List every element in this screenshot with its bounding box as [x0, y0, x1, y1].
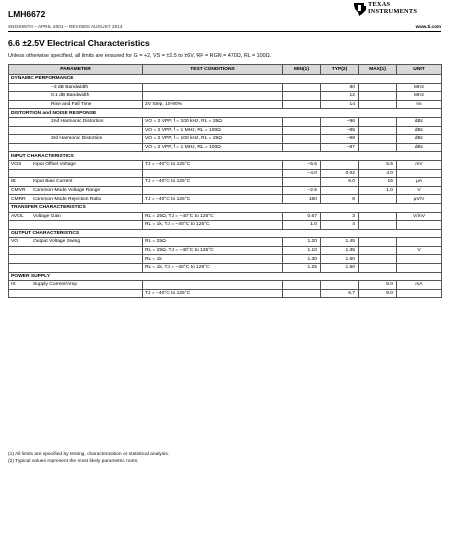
column-header: PARAMETER	[9, 65, 143, 75]
max-cell: 1.0	[359, 186, 397, 195]
section-row	[9, 203, 442, 212]
max-cell	[359, 195, 397, 204]
min-cell: 1.30	[283, 255, 321, 264]
test-condition-cell: TJ = −40°C to 125°C	[143, 178, 283, 187]
typ-cell: 1.60	[321, 255, 359, 264]
parameter-cell	[9, 246, 143, 255]
parameter-cell	[9, 212, 143, 221]
table-row	[9, 135, 442, 144]
parameter-name: 0.1 dB Bandwidth	[51, 93, 90, 99]
unit-cell	[397, 221, 442, 230]
section-intro: Unless otherwise specified, all limits are ensured for G = +2, VS = ±2.5 to ±6V, RF = RGN = 470Ω, RL = 100Ω.	[8, 53, 272, 59]
column-header: TEST CONDITIONS	[143, 65, 283, 75]
typ-cell: 8	[321, 195, 359, 204]
test-condition-cell	[143, 83, 283, 92]
typ-cell: 12	[321, 92, 359, 101]
unit-cell: MHz	[397, 83, 442, 92]
parameter-cell	[9, 143, 143, 152]
max-cell	[359, 135, 397, 144]
max-cell	[359, 126, 397, 135]
test-condition-cell: VO = 2 VPP, f = 100 kHz, RL = 25Ω	[143, 117, 283, 126]
document-reference: SNOS957H – APRIL 2001 – REVISED AUGUST 2014	[8, 24, 123, 29]
section-label: INPUT CHARACTERISTICS	[9, 152, 442, 161]
parameter-cell	[9, 117, 143, 126]
min-cell: 0.67	[283, 212, 321, 221]
section-row	[9, 152, 442, 161]
max-cell	[359, 92, 397, 101]
min-cell	[283, 289, 321, 298]
unit-cell	[397, 238, 442, 247]
max-cell	[359, 221, 397, 230]
min-cell	[283, 135, 321, 144]
max-cell	[359, 212, 397, 221]
section-row	[9, 109, 442, 118]
typ-cell: −98	[321, 135, 359, 144]
table-row	[9, 143, 442, 152]
max-cell: 8.0	[359, 281, 397, 290]
parameter-cell	[9, 186, 143, 195]
unit-cell: mA	[397, 281, 442, 290]
parameter-symbol: IB	[11, 179, 16, 185]
parameter-cell	[9, 281, 143, 290]
column-header: MIN(1)	[283, 65, 321, 75]
min-cell	[283, 143, 321, 152]
unit-cell: dBc	[397, 126, 442, 135]
typ-cell: 14	[321, 100, 359, 109]
typ-cell: −85	[321, 126, 359, 135]
max-cell	[359, 100, 397, 109]
max-cell: 9.0	[359, 289, 397, 298]
section-label: DISTORTION and NOISE RESPONSE	[9, 109, 442, 118]
parameter-cell	[9, 264, 143, 273]
unit-cell: μA	[397, 178, 442, 187]
typ-cell: 1.35	[321, 246, 359, 255]
typ-cell: 3	[321, 212, 359, 221]
min-cell	[283, 92, 321, 101]
table-row	[9, 281, 442, 290]
min-cell	[283, 178, 321, 187]
parameter-cell	[9, 289, 143, 298]
test-condition-cell	[143, 169, 283, 178]
max-cell: 4.0	[359, 169, 397, 178]
table-row	[9, 126, 442, 135]
table-row	[9, 92, 442, 101]
parameter-cell	[9, 221, 143, 230]
brand-line-1: TEXAS	[368, 1, 391, 8]
table-row	[9, 160, 442, 169]
test-condition-cell: TJ = −40°C to 125°C	[143, 195, 283, 204]
typ-cell: −96	[321, 117, 359, 126]
parameter-symbol: CMRR	[11, 196, 26, 202]
min-cell	[283, 117, 321, 126]
unit-cell: V	[397, 186, 442, 195]
parameter-name	[33, 145, 51, 150]
min-cell: 1.0	[283, 221, 321, 230]
parameter-name: Common-Mode Rejection Ratio	[33, 196, 102, 202]
max-cell	[359, 117, 397, 126]
brand-name	[368, 1, 417, 16]
min-cell: −2.5	[283, 186, 321, 195]
column-header: UNIT	[397, 65, 442, 75]
table-row	[9, 238, 442, 247]
parameter-name	[33, 128, 51, 133]
min-cell: −4.0	[283, 169, 321, 178]
max-cell	[359, 255, 397, 264]
parameter-cell	[9, 92, 143, 101]
test-condition-cell: RL = 1k, TJ = −40°C to 125°C	[143, 264, 283, 273]
table-row	[9, 195, 442, 204]
table-row	[9, 100, 442, 109]
table-row	[9, 289, 442, 298]
typ-cell	[321, 281, 359, 290]
typ-cell: 1.50	[321, 264, 359, 273]
unit-cell	[397, 264, 442, 273]
min-cell: 1.10	[283, 246, 321, 255]
max-cell	[359, 264, 397, 273]
test-condition-cell: RL = 25Ω	[143, 238, 283, 247]
test-condition-cell: RL = 1k, TJ = −40°C to 125°C	[143, 221, 283, 230]
typ-cell: 8.0	[321, 178, 359, 187]
parameter-name: Voltage Gain	[33, 213, 62, 219]
typ-cell: 0.02	[321, 169, 359, 178]
test-condition-cell: TJ = −40°C to 125°C	[143, 160, 283, 169]
table-row	[9, 186, 442, 195]
min-cell: 150	[283, 195, 321, 204]
test-condition-cell	[143, 186, 283, 195]
section-row	[9, 229, 442, 238]
parameter-cell	[9, 126, 143, 135]
unit-cell: MHz	[397, 92, 442, 101]
table-row	[9, 255, 442, 264]
footnotes	[8, 452, 169, 465]
brand-line-2: INSTRUMENTS	[368, 8, 418, 16]
max-cell: 5.5	[359, 160, 397, 169]
min-cell	[283, 100, 321, 109]
parameter-symbol: IS	[11, 282, 16, 288]
max-cell	[359, 246, 397, 255]
parameter-name: −3 dB Bandwidth	[51, 84, 89, 90]
parameter-symbol: AVOL	[11, 213, 24, 219]
section-row	[9, 272, 442, 281]
test-condition-cell: RL = 25Ω, TJ = −40°C to 125°C	[143, 246, 283, 255]
typ-cell: −87	[321, 143, 359, 152]
max-cell	[359, 238, 397, 247]
unit-cell: V	[397, 246, 442, 255]
parameter-name: 3rd Harmonic Distortion	[51, 136, 103, 142]
min-cell: −5.5	[283, 160, 321, 169]
test-condition-cell: RL = 25Ω, TJ = −40°C to 125°C	[143, 212, 283, 221]
min-cell	[283, 281, 321, 290]
unit-cell: mV	[397, 160, 442, 169]
parameter-name: Input Offset Voltage	[33, 162, 76, 168]
table-row	[9, 212, 442, 221]
typ-cell: 4	[321, 221, 359, 230]
unit-cell: dBc	[397, 135, 442, 144]
table-row	[9, 178, 442, 187]
typ-cell: 80	[321, 83, 359, 92]
parameter-name: Common-Mode Voltage Range	[33, 187, 101, 193]
unit-cell: ns	[397, 100, 442, 109]
typ-cell: 1.45	[321, 238, 359, 247]
test-condition-cell: RL = 1k	[143, 255, 283, 264]
max-cell	[359, 83, 397, 92]
parameter-name: Output Voltage Swing	[33, 239, 81, 245]
table-row	[9, 83, 442, 92]
section-label: POWER SUPPLY	[9, 272, 442, 281]
parameter-cell	[9, 83, 143, 92]
parameter-cell	[9, 169, 143, 178]
parameter-symbol: VOS	[11, 162, 22, 168]
typ-cell	[321, 160, 359, 169]
unit-cell: V/mV	[397, 212, 442, 221]
min-cell	[283, 83, 321, 92]
table-row	[9, 264, 442, 273]
unit-cell: μV/V	[397, 195, 442, 204]
min-cell	[283, 126, 321, 135]
unit-cell: dBc	[397, 143, 442, 152]
parameter-cell	[9, 195, 143, 204]
test-condition-cell: VO = 2 VPP, f = 1 MHz, RL = 100Ω	[143, 126, 283, 135]
test-condition-cell: VO = 2 VPP, f = 1 MHz, RL = 100Ω	[143, 143, 283, 152]
unit-cell: dBc	[397, 117, 442, 126]
unit-cell	[397, 169, 442, 178]
parameter-name: 2nd Harmonic Distortion	[51, 119, 104, 125]
parameter-name: Supply Current/Amp	[33, 282, 78, 288]
section-title: 6.6 ±2.5V Electrical Characteristics	[8, 38, 150, 48]
test-condition-cell	[143, 92, 283, 101]
header-rule	[8, 31, 441, 32]
parameter-symbol: CMVR	[11, 187, 26, 193]
part-number: LMH6672	[8, 9, 46, 19]
table-row	[9, 117, 442, 126]
parameter-cell	[9, 238, 143, 247]
parameter-symbol: VO	[11, 239, 19, 245]
parameter-cell	[9, 255, 143, 264]
unit-cell	[397, 255, 442, 264]
parameter-name: Input Bias Current	[33, 179, 73, 185]
parameter-name: Rise and Fall Time	[51, 101, 92, 107]
section-label: DYNAMIC PERFORMANCE	[9, 75, 442, 84]
test-condition-cell: 2V Step, 10-90%	[143, 100, 283, 109]
max-cell	[359, 143, 397, 152]
footnote: (2) Typical values represent the most likely parametric norm.	[8, 458, 139, 464]
unit-cell	[397, 289, 442, 298]
table-row	[9, 246, 442, 255]
section-row	[9, 75, 442, 84]
section-label: TRANSFER CHARACTERISTICS	[9, 203, 442, 212]
parameter-cell	[9, 135, 143, 144]
parameter-cell	[9, 100, 143, 109]
table-row	[9, 169, 442, 178]
column-header: MAX(1)	[359, 65, 397, 75]
max-cell: 16	[359, 178, 397, 187]
min-cell: 1.20	[283, 238, 321, 247]
electrical-characteristics-table	[8, 64, 442, 298]
column-header: TYP(2)	[321, 65, 359, 75]
min-cell: 1.25	[283, 264, 321, 273]
test-condition-cell: TJ = −40°C to 125°C	[143, 289, 283, 298]
table-header-row	[9, 65, 442, 75]
footnote: (1) All limits are specified by testing, characterization or statistical analysis.	[8, 452, 170, 457]
parameter-cell	[9, 160, 143, 169]
typ-cell: 6.7	[321, 289, 359, 298]
test-condition-cell	[143, 281, 283, 290]
typ-cell	[321, 186, 359, 195]
table-row	[9, 221, 442, 230]
parameter-cell	[9, 178, 143, 187]
section-label: OUTPUT CHARACTERISTICS	[9, 229, 442, 238]
table-body	[9, 75, 442, 298]
test-condition-cell: VO = 2 VPP, f = 100 kHz, RL = 25Ω	[143, 135, 283, 144]
website-link[interactable]: www.ti.com	[415, 24, 441, 29]
